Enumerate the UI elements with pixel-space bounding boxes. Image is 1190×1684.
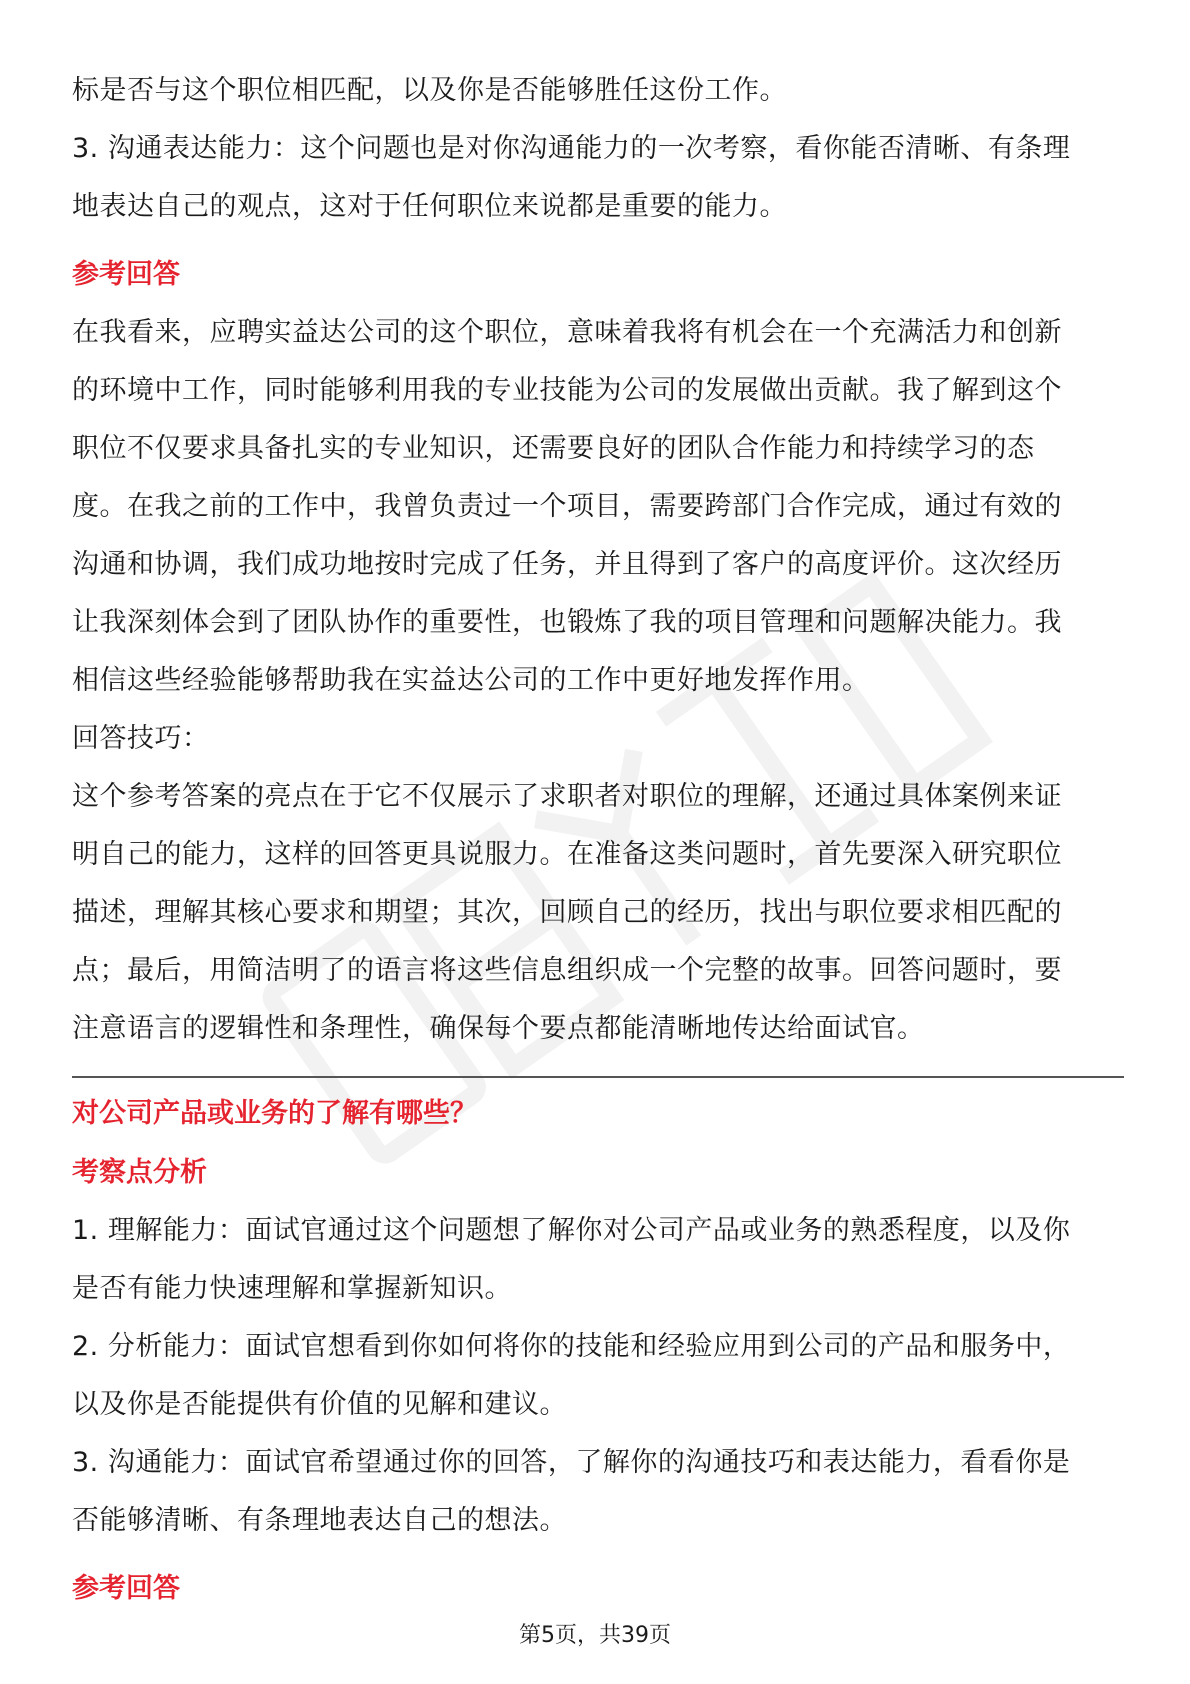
analysis-point-3-line-1: 3. 沟通表达能力：这个问题也是对你沟通能力的一次考察，看你能否清晰、有条理	[72, 133, 1071, 164]
reference-answer-line: 让我深刻体会到了团队协作的重要性，也锻炼了我的项目管理和问题解决能力。我	[72, 607, 1062, 638]
page-number: 第5页，共39页	[519, 1623, 671, 1648]
analysis-point-3-line-2: 地表达自己的观点，这对于任何职位来说都是重要的能力。	[72, 191, 787, 222]
answer-tips-line: 点；最后，用简洁明了的语言将这些信息组织成一个完整的故事。回答问题时，要	[72, 955, 1062, 986]
reference-answer	[72, 304, 1124, 710]
reference-answer-line: 沟通和协调，我们成功地按时完成了任务，并且得到了客户的高度评价。这次经历	[72, 549, 1062, 580]
analysis-point-line: 以及你是否能提供有价值的见解和建议。	[72, 1389, 567, 1420]
answer-tips-line: 描述，理解其核心要求和期望；其次，回顾自己的经历，找出与职位要求相匹配的	[72, 897, 1062, 928]
answer-tips-line: 这个参考答案的亮点在于它不仅展示了求职者对职位的理解，还通过具体案例来证	[72, 781, 1062, 812]
analysis-point-line: 2. 分析能力：面试官想看到你如何将你的技能和经验应用到公司的产品和服务中，	[72, 1331, 1071, 1362]
reference-answer-heading-2: 参考回答	[72, 1573, 180, 1604]
analysis-heading: 考察点分析	[72, 1157, 207, 1188]
question-title: 对公司产品或业务的了解有哪些？	[72, 1098, 477, 1129]
document-page	[72, 62, 1124, 1618]
reference-answer-line: 在我看来，应聘实益达公司的这个职位，意味着我将有机会在一个充满活力和创新	[72, 317, 1062, 348]
intro-continuation: 标是否与这个职位相匹配，以及你是否能够胜任这份工作。	[72, 75, 787, 106]
reference-answer-line: 的环境中工作，同时能够利用我的专业技能为公司的发展做出贡献。我了解到这个	[72, 375, 1062, 406]
answer-tips-line: 明自己的能力，这样的回答更具说服力。在准备这类问题时，首先要深入研究职位	[72, 839, 1062, 870]
answer-tips-line: 注意语言的逻辑性和条理性，确保每个要点都能清晰地传达给面试官。	[72, 1013, 925, 1044]
analysis-point-line: 1. 理解能力：面试官通过这个问题想了解你对公司产品或业务的熟悉程度，以及你	[72, 1215, 1071, 1246]
analysis-points	[72, 1202, 1124, 1550]
reference-answer-line: 职位不仅要求具备扎实的专业知识，还需要良好的团队合作能力和持续学习的态	[72, 433, 1035, 464]
reference-answer-heading: 参考回答	[72, 259, 180, 290]
answer-tips-label: 回答技巧：	[72, 723, 210, 754]
section-divider	[72, 1076, 1124, 1078]
analysis-point-line: 3. 沟通能力：面试官希望通过你的回答，了解你的沟通技巧和表达能力，看看你是	[72, 1447, 1071, 1478]
analysis-point-line: 否能够清晰、有条理地表达自己的想法。	[72, 1505, 567, 1536]
reference-answer-line: 相信这些经验能够帮助我在实益达公司的工作中更好地发挥作用。	[72, 665, 870, 696]
reference-answer-line: 度。在我之前的工作中，我曾负责过一个项目，需要跨部门合作完成，通过有效的	[72, 491, 1062, 522]
analysis-point-line: 是否有能力快速理解和掌握新知识。	[72, 1273, 512, 1304]
answer-tips	[72, 768, 1124, 1058]
